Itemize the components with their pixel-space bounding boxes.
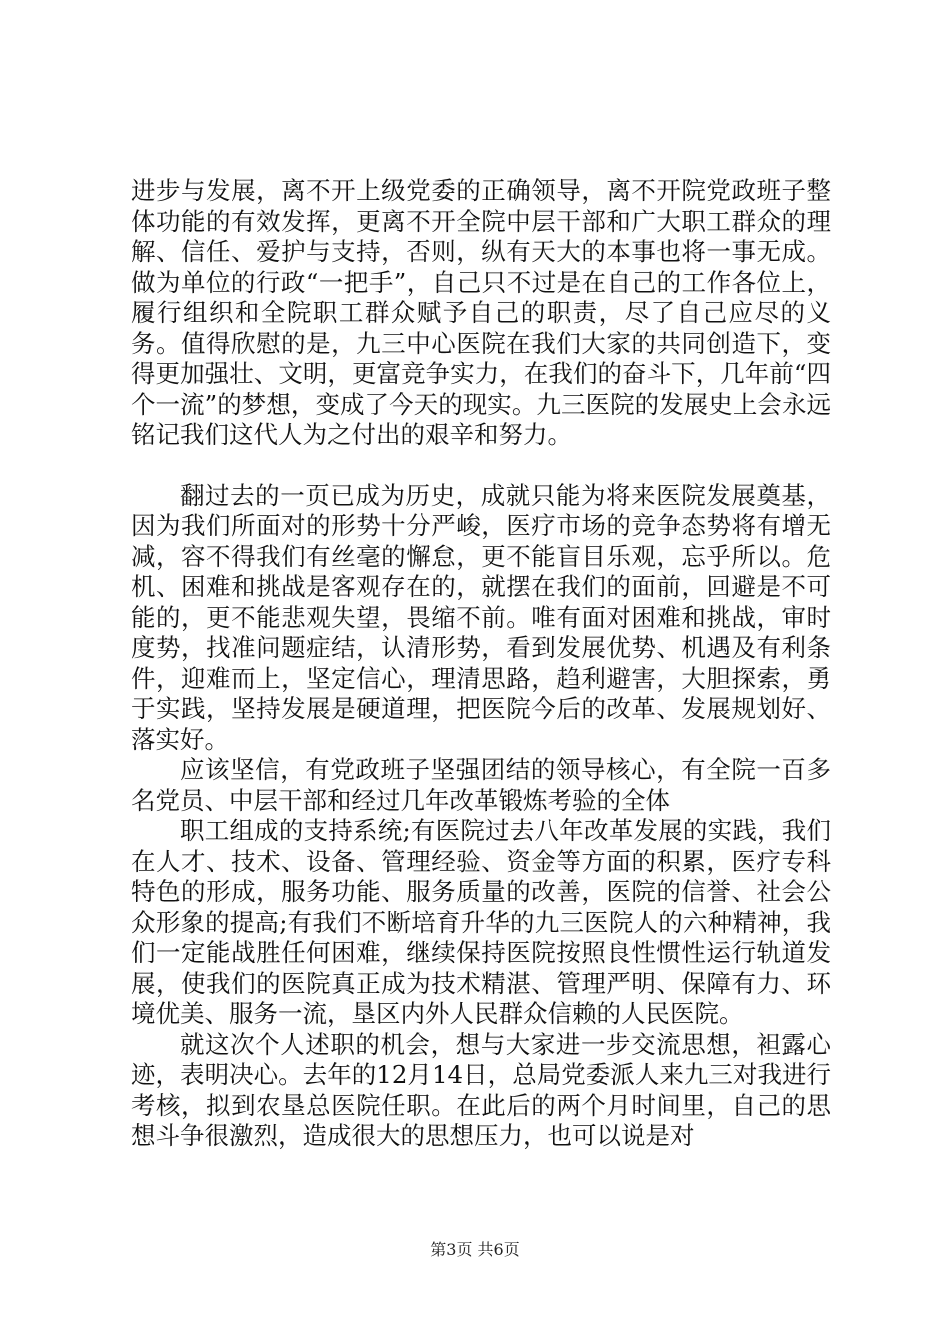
paragraph-4: 职工组成的支持系统;有医院过去八年改革发展的实践，我们在人才、技术、设备、管理经验、资金等方面的积累，医疗专科特色的形成，服务功能、服务质量的改善，医院的信誉、社会公众形象的提高;有我们不断培育升华的九三医院人的六种精神，我们一定能战胜任何困难，继续保持医院按照良性惯性运行轨道发展，使我们的医院真正成为技术精湛、管理严明、保障有力、环境优美、服务一流，垦区内外人民群众信赖的人民医院。: [131, 816, 831, 1028]
paragraph-2: 翻过去的一页已成为历史，成就只能为将来医院发展奠基，因为我们所面对的形势十分严峻，医疗市场的竞争态势将有增无减，容不得我们有丝毫的懈怠，更不能盲目乐观，忘乎所以。危机、困难和挑战是客观存在的，就摆在我们的面前，回避是不可能的，更不能悲观失望，畏缩不前。唯有面对困难和挑战，审时度势，找准问题症结，认清形势，看到发展优势、机遇及有利条件，迎难而上，坚定信心，理清思路，趋利避害，大胆探索，勇于实践，坚持发展是硬道理，把医院今后的改革、发展规划好、落实好。: [131, 480, 831, 754]
paragraph-3: 应该坚信，有党政班子坚强团结的领导核心，有全院一百多名党员、中层干部和经过几年改革锻炼考验的全体: [131, 755, 831, 815]
document-body: [131, 176, 831, 1152]
paragraph-5: 就这次个人述职的机会，想与大家进一步交流思想，袒露心迹，表明决心。去年的12月14日，总局党委派人来九三对我进行考核，拟到农垦总医院任职。在此后的两个月时间里，自己的思想斗争很激烈，造成很大的思想压力，也可以说是对: [131, 1029, 831, 1150]
page-footer: 第3页 共6页: [430, 1240, 520, 1259]
paragraph-1: 进步与发展，离不开上级党委的正确领导，离不开院党政班子整体功能的有效发挥，更离不开全院中层干部和广大职工群众的理解、信任、爱护与支持，否则，纵有天大的本事也将一事无成。做为单位的行政“一把手”，自己只不过是在自己的工作各位上，履行组织和全院职工群众赋予自己的职责，尽了自己应尽的义务。值得欣慰的是，九三中心医院在我们大家的共同创造下，变得更加强壮、文明，更富竞争实力，在我们的奋斗下，几年前“四个一流”的梦想，变成了今天的现实。九三医院的发展史上会永远铭记我们这代人为之付出的艰辛和努力。: [131, 176, 831, 449]
